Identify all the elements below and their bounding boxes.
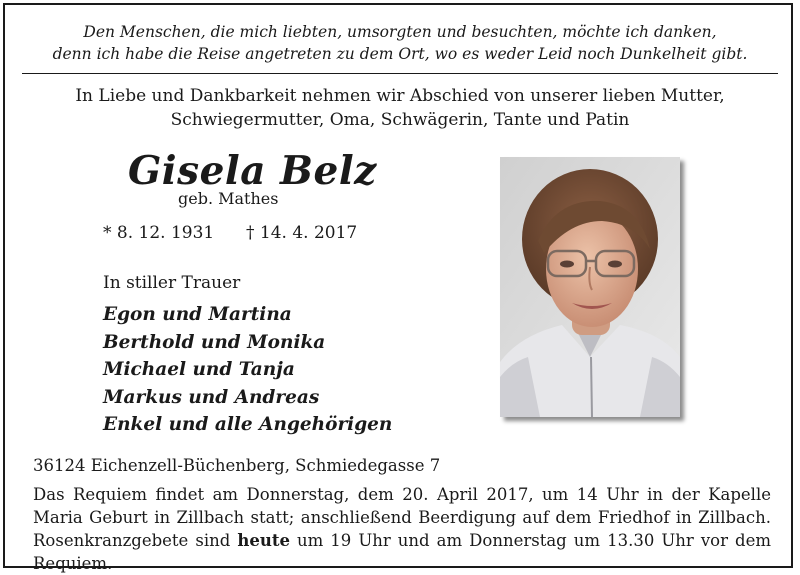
mourner-item: Enkel und alle Angehörigen — [103, 414, 393, 435]
mourner-item: Berthold und Monika — [103, 331, 326, 353]
maiden-name: geb. Mathes — [178, 189, 279, 208]
quote-line-1: Den Menschen, die mich liebten, umsorgten und besuchten, möchte ich danken, — [83, 23, 717, 41]
birth-date: * 8. 12. 1931 — [103, 223, 215, 243]
requiem-info — [33, 483, 771, 575]
intro-line-1: In Liebe und Dankbarkeit nehmen wir Abschied von unserer lieben Mutter, — [75, 86, 725, 106]
mourner-item: Michael und Tanja — [103, 359, 295, 380]
divider — [22, 73, 778, 74]
mourner-item: Markus und Andreas — [103, 386, 320, 408]
intro-line-2: Schwiegermutter, Oma, Schwägerin, Tante und Patin — [170, 110, 630, 130]
requiem-text-2: um 19 Uhr und am Donnerstag um 13.30 Uhr vor dem Requiem. — [33, 531, 771, 573]
mourning-label: In stiller Trauer — [103, 273, 241, 293]
mourner-item: Egon und Martina — [103, 304, 292, 325]
portrait-photo — [500, 157, 680, 417]
address: 36124 Eichenzell-Büchenberg, Schmiedegasse 7 — [33, 456, 441, 475]
death-date: † 14. 4. 2017 — [246, 223, 358, 243]
deceased-name: Gisela Belz — [128, 148, 377, 194]
requiem-emphasis: heute — [237, 531, 290, 550]
requiem-text-1: Das Requiem findet am Donnerstag, dem 20. April 2017, um 14 Uhr in der Kapelle Maria Geburt in Zillbach statt; anschließend Beerdigung auf dem Friedhof in Zillbach. Rosenkranzgebete sind — [33, 485, 771, 550]
mourners-list — [103, 301, 392, 439]
quote-line-2: denn ich habe die Reise angetreten zu dem Ort, wo es weder Leid noch Dunkelheit gibt. — [52, 45, 748, 63]
